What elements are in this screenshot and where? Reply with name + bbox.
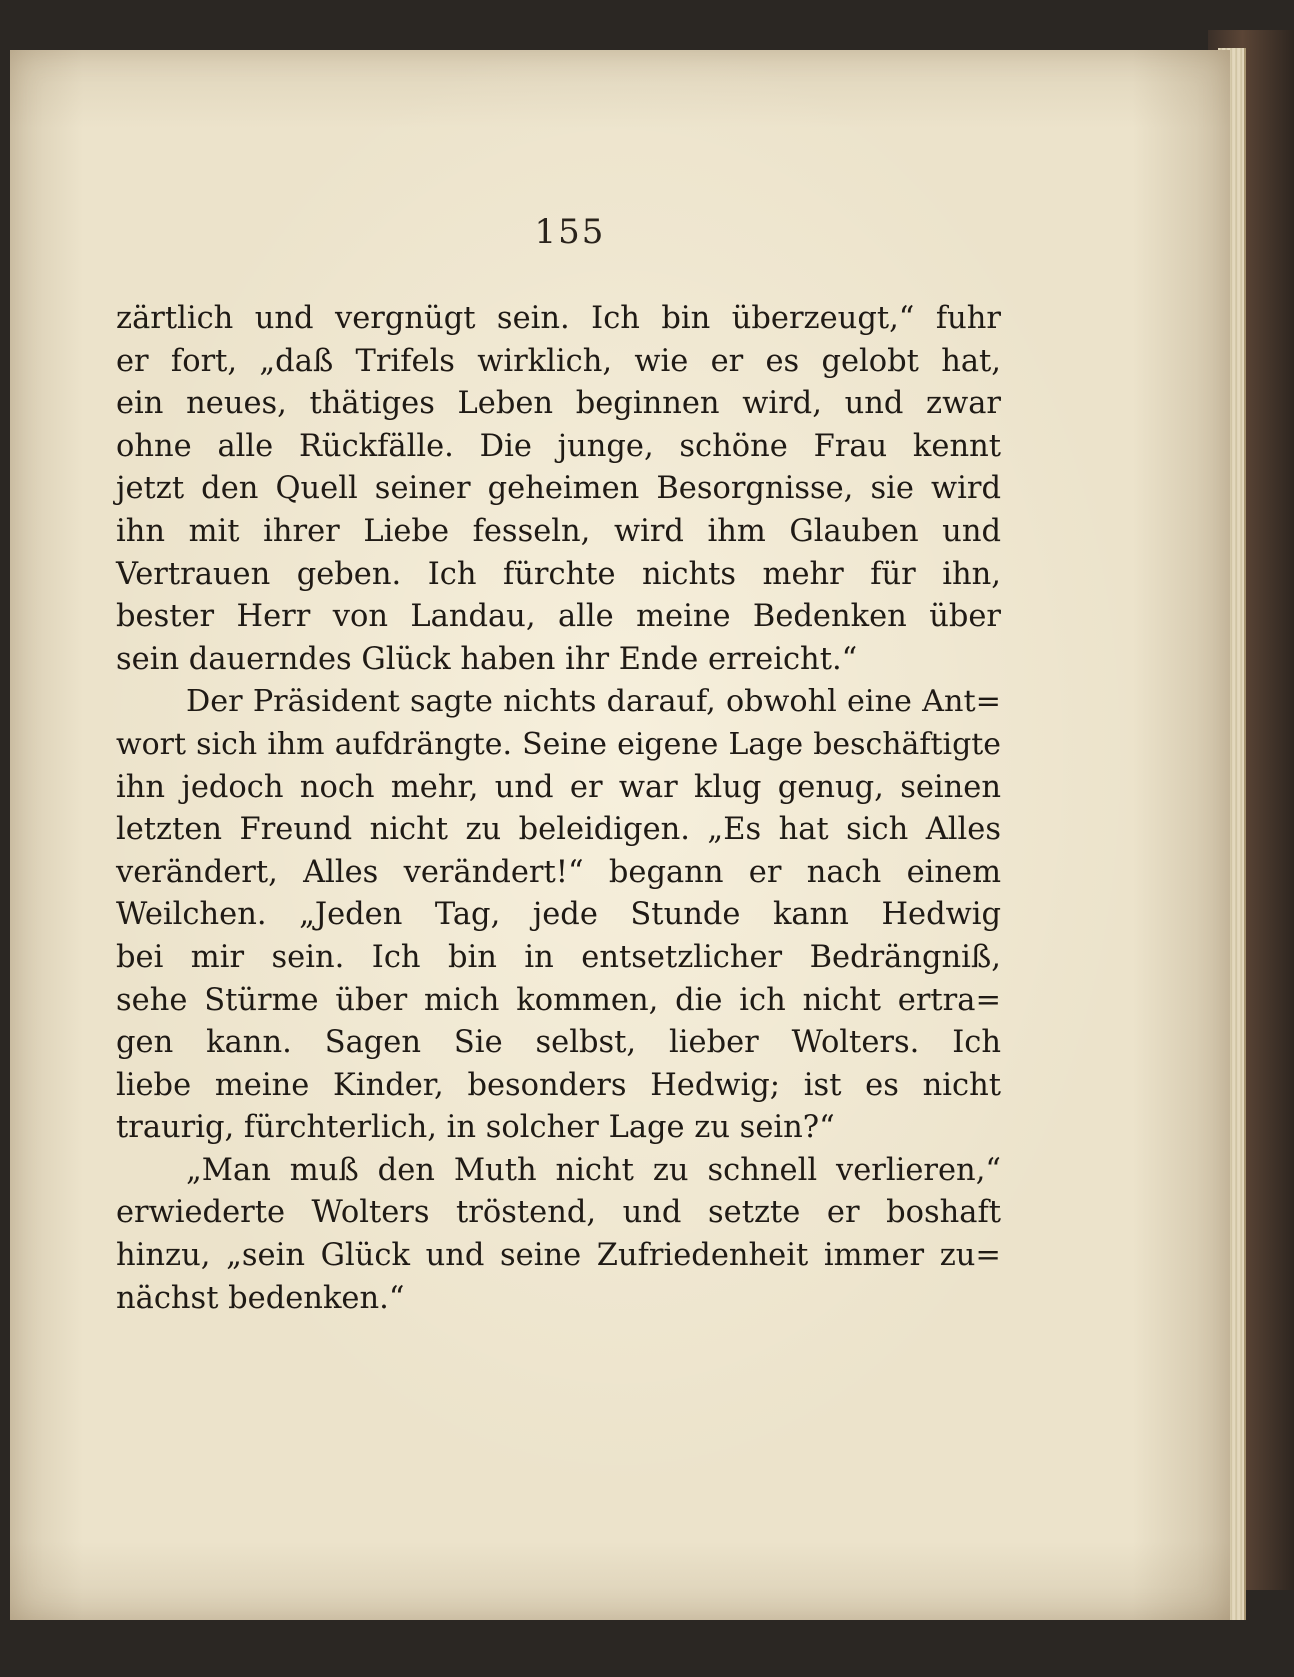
text-line: wort sich ihm aufdrängte. Seine eigene Lage beschäftigte: [116, 726, 1001, 762]
text-line: zärtlich und vergnügt sein. Ich bin überzeugt,“ fuhr: [116, 301, 1001, 336]
page-number: 155: [534, 212, 606, 252]
text-line: „Man muß den Muth nicht zu schnell verlieren,“: [186, 1152, 1001, 1188]
text-line: gen kann. Sagen Sie selbst, lieber Wolters. Ich: [116, 1025, 1001, 1061]
text-line: ihn mit ihrer Liebe fesseln, wird ihm Glauben und: [116, 513, 1001, 549]
body-text: [116, 298, 1001, 1320]
text-line: er fort, „daß Trifels wirklich, wie er es gelobt hat,: [116, 343, 1001, 379]
text-line: traurig, fürchterlich, in solcher Lage zu sein?“: [116, 1110, 835, 1146]
text-line: Weilchen. „Jeden Tag, jede Stunde kann Hedwig: [116, 897, 1001, 933]
text-line: ein neues, thätiges Leben beginnen wird, und zwar: [116, 386, 1001, 422]
text-line: hinzu, „sein Glück und seine Zufriedenheit immer zu=: [116, 1238, 1001, 1274]
text-line: liebe meine Kinder, besonders Hedwig; ist es nicht: [116, 1067, 1001, 1103]
text-line: jetzt den Quell seiner geheimen Besorgnisse, sie wird: [116, 471, 1001, 507]
text-line: verändert, Alles verändert!“ begann er nach einem: [116, 854, 1001, 890]
text-line: Der Präsident sagte nichts darauf, obwohl eine Ant=: [186, 684, 1001, 720]
text-line: nächst bedenken.“: [116, 1280, 405, 1316]
text-line: Vertrauen geben. Ich fürchte nichts mehr für ihn,: [116, 556, 1001, 592]
text-line: ohne alle Rückfälle. Die junge, schöne Frau kennt: [116, 428, 1001, 464]
text-line: letzten Freund nicht zu beleidigen. „Es hat sich Alles: [116, 812, 1001, 848]
text-line: sehe Stürme über mich kommen, die ich nicht ertra=: [116, 982, 1001, 1018]
text-line: erwiederte Wolters tröstend, und setzte er boshaft: [116, 1195, 1001, 1231]
text-line: ihn jedoch noch mehr, und er war klug genug, seinen: [116, 769, 1001, 805]
text-line: sein dauerndes Glück haben ihr Ende erreicht.“: [116, 641, 858, 677]
text-line: bei mir sein. Ich bin in entsetzlicher Bedrängniß,: [116, 939, 1001, 975]
text-line: bester Herr von Landau, alle meine Bedenken über: [116, 599, 1001, 635]
